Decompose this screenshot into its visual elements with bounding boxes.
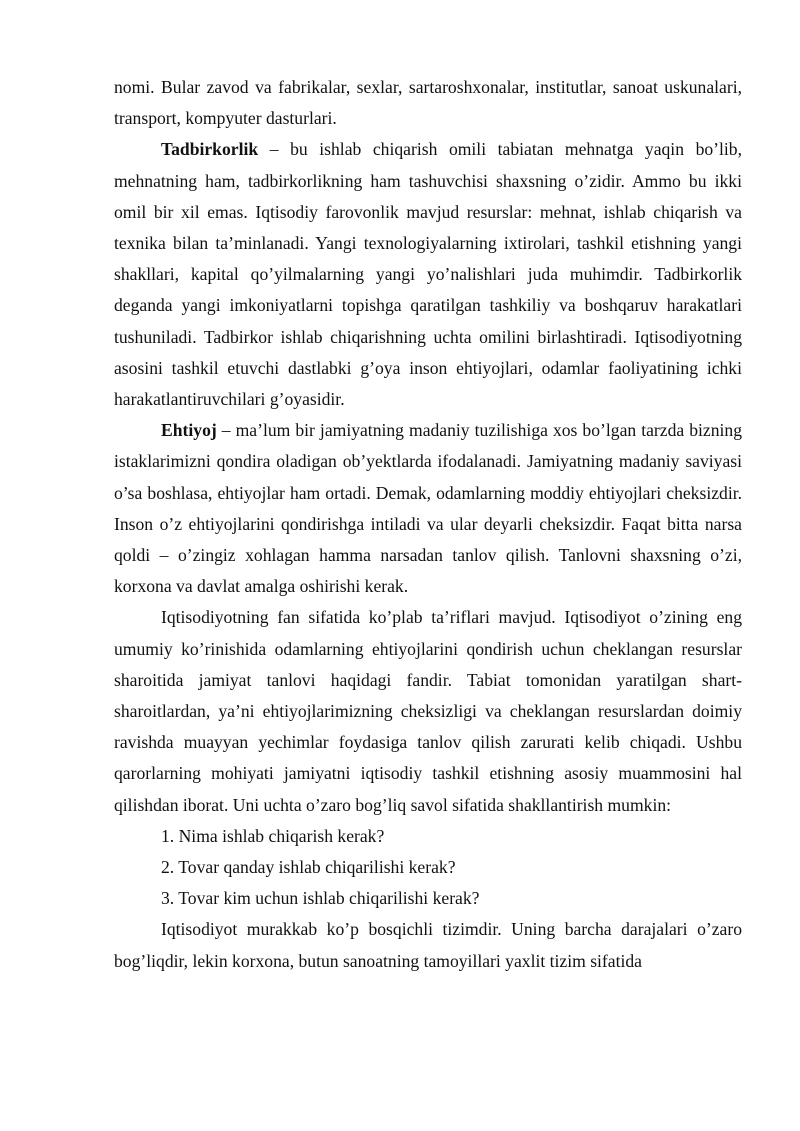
paragraph-ehtiyoj [114,415,742,602]
document-page [114,72,742,977]
question-item: 2. Tovar qanday ishlab chiqarilishi kerak? [161,857,456,878]
term-tadbirkorlik: Tadbirkorlik [161,139,259,160]
paragraph-tadbirkorlik [114,134,742,415]
paragraph-text: – bu ishlab chiqarish omili tabiatan mehnatga yaqin bo’lib, mehnatning ham, tadbirkorlikning ham tashuvchisi shaxsning o’zidir. Ammo bu ikki omil bir xil emas. Iqtisodiy farovonlik mavjud resurslar: mehnat, ishlab chiqarish va texnika bilan ta’minlanadi. Yangi texnologiyalarning ixtirolari, tashkil etishning yangi shakllari, kapital qo’yilmalarning yangi yo’nalishlari juda muhimdir. Tadbirkorlik deganda yangi imkoniyatlarni topishga qaratilgan tashkiliy va boshqaruv harakatlari tushuniladi. Tadbirkor ishlab chiqarishning uchta omilini birlashtiradi. Iqtisodiyotning asosini tashkil etuvchi dastlabki g’oya inson ehtiyojlari, odamlar faoliyatining ichki harakatlantiruvchilari g’oyasidir. [114,139,742,410]
paragraph-iqtisodiyot [114,602,742,820]
term-ehtiyoj: Ehtiyoj [161,420,217,441]
question-item: 3. Tovar kim uchun ishlab chiqarilishi kerak? [161,888,480,909]
paragraph-closing: Iqtisodiyot murakkab ko’p bosqichli tizimdir. Uning barcha darajalari o’zaro bog’liqdir, lekin korxona, butun sanoatning tamoyillari yaxlit tizim sifatida [114,919,742,971]
paragraph-continuation [114,72,742,134]
paragraph-text: – ma’lum bir jamiyatning madaniy tuzilishiga xos bo’lgan tarzda bizning istaklarimizni qondira oladigan ob’yektlarda ifodalanadi. Jamiyatning madaniy saviyasi o’sa boshlasa, ehtiyojlar ham ortadi. Demak, odamlarning moddiy ehtiyojlari cheksizdir. Inson o’z ehtiyojlarini qondirishga intiladi va ular deyarli cheksizdir. Faqat bitta narsa qoldi – o’zingiz xohlagan hamma narsadan tanlov qilish. Tanlovni shaxsning o’zi, korxona va davlat amalga oshirishi kerak. [114,420,742,597]
paragraph-text: Iqtisodiyotning fan sifatida ko’plab ta’riflari mavjud. Iqtisodiyot o’zining eng umumiy ko’rinishida odamlarning ehtiyojlarini qondirish uchun cheklangan resurslar sharoitida jamiyat tanlovi haqidagi fandir. Tabiat tomonidan yaratilgan shart-sharoitlardan, ya’ni ehtiyojlarimizning cheksizligi va cheklangan resurslardan doimiy ravishda muayyan yechimlar foydasiga tanlov qilish zarurati kelib chiqadi. Ushbu qarorlarning mohiyati jamiyatni iqtisodiy tashkil etishning asosiy muammosini hal qilishdan iborat. Uni uchta o’zaro bog’liq savol sifatida shakllantirish mumkin: [114,607,742,815]
question-item: 1. Nima ishlab chiqarish kerak? [161,825,385,846]
paragraph-text: nomi. Bular zavod va fabrikalar, sexlar, sartaroshxonalar, institutlar, sanoat uskunalari, transport, kompyuter dasturlari. [114,77,742,129]
